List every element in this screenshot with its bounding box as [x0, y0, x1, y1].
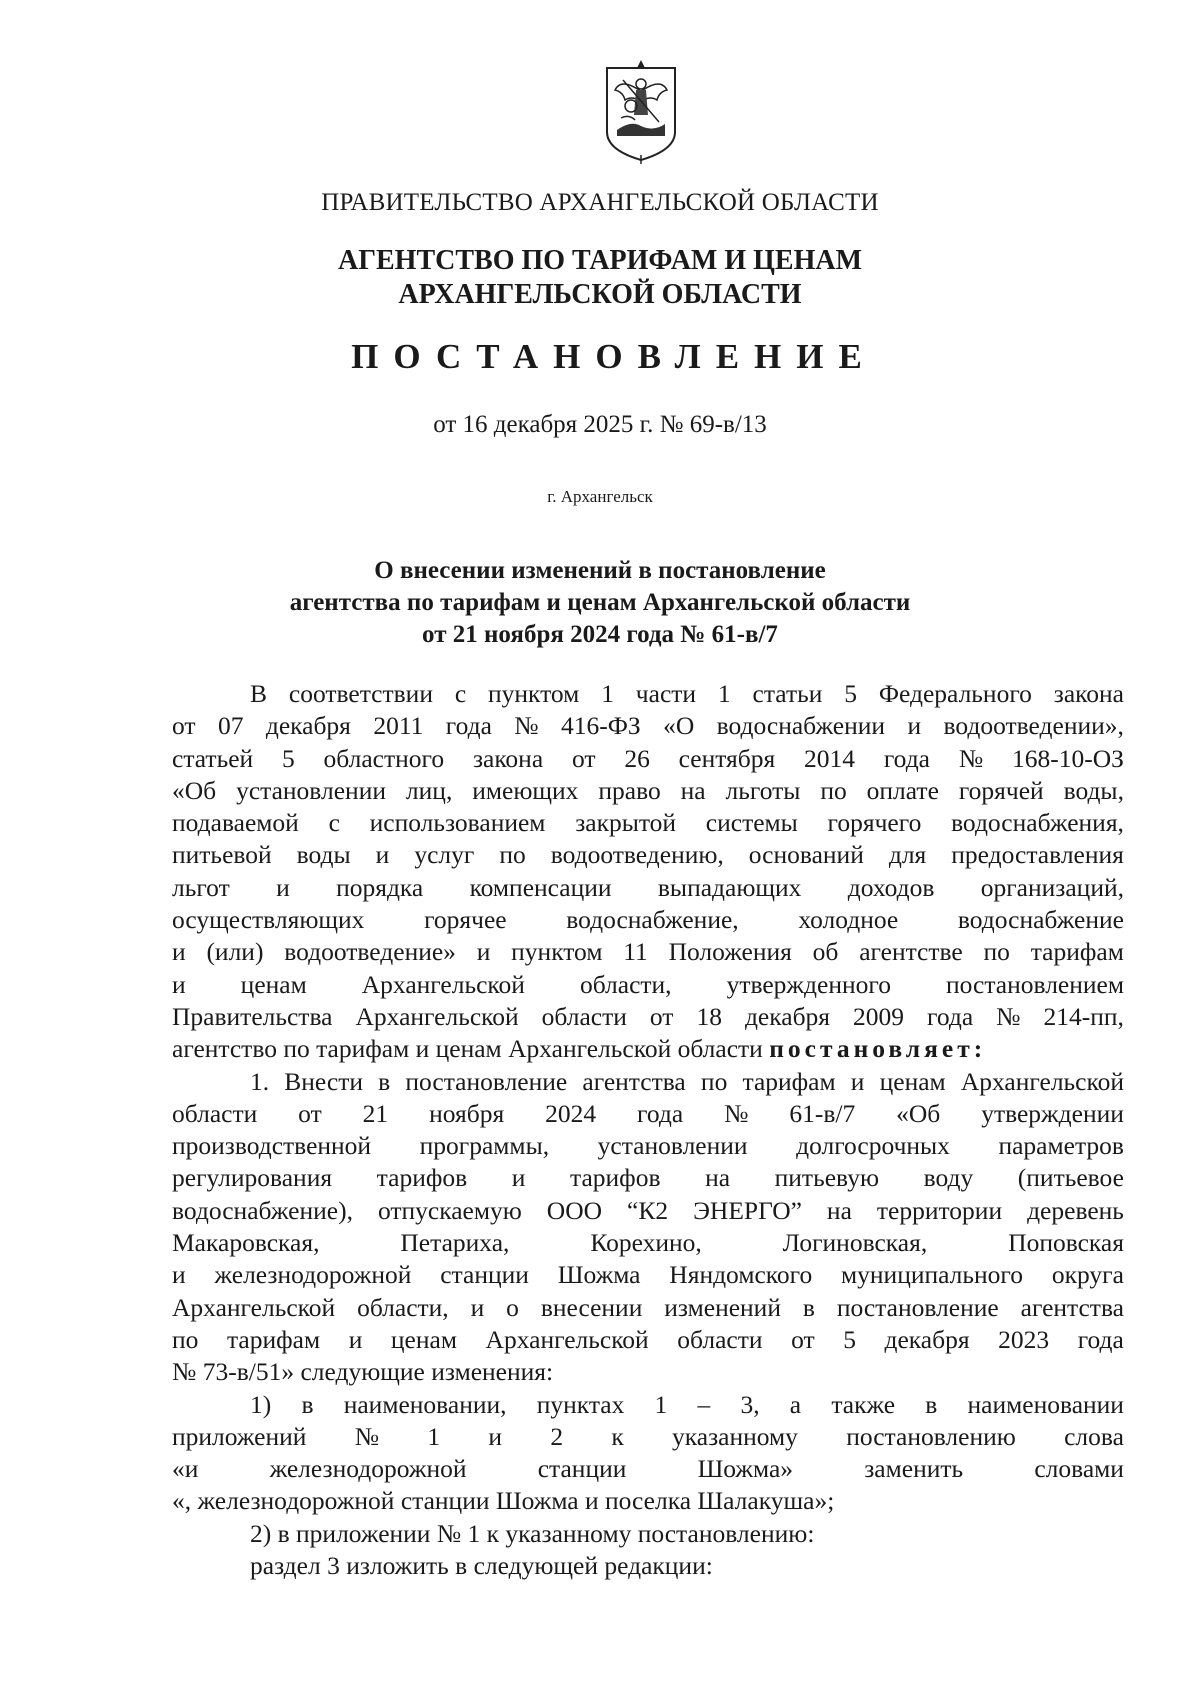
text-line — [172, 969, 1124, 1001]
text-line — [172, 678, 1124, 710]
word: водоснабжение — [957, 905, 1124, 935]
document-city: г. Архангельск — [547, 487, 653, 506]
word: 2011 — [373, 711, 424, 741]
word: декабря — [884, 1324, 970, 1354]
word: территории — [876, 1195, 1003, 1225]
word: водоснабжение, — [566, 905, 739, 935]
word: в — [301, 1389, 314, 1419]
word: соответствии — [288, 679, 433, 708]
word: указанному — [672, 1421, 798, 1451]
word: воду — [923, 1163, 974, 1193]
word: года — [927, 1001, 974, 1031]
word: компенсации — [469, 872, 612, 902]
word: железнодорожной — [269, 1454, 467, 1484]
word: 168-10-ОЗ — [1011, 743, 1124, 773]
text-line — [172, 807, 1124, 839]
text-line — [172, 1389, 1124, 1421]
word: предоставления — [951, 840, 1124, 870]
word: 2009 — [853, 1001, 905, 1031]
text-line — [172, 1227, 1124, 1259]
text-line — [172, 1421, 1124, 1453]
word: ноября — [429, 1098, 505, 1128]
word: ценам — [390, 1324, 457, 1354]
government-title: ПРАВИТЕЛЬСТВО АРХАНГЕЛЬСКОЙ ОБЛАСТИ — [321, 189, 879, 216]
word: – — [697, 1389, 711, 1419]
word: с — [454, 679, 467, 708]
word: холодное — [798, 905, 899, 935]
word: лиц, — [405, 775, 453, 805]
word: 61-в/7 — [789, 1098, 856, 1128]
word: Корехино, — [590, 1228, 702, 1258]
word: и — [276, 872, 290, 902]
word: года — [637, 1098, 684, 1128]
document-date-number: от 16 декабря 2025 г. № 69-в/13 — [433, 411, 767, 438]
word: тарифам — [226, 1324, 321, 1354]
word: областного — [323, 743, 445, 773]
text-line — [172, 1259, 1124, 1291]
word: пунктом — [511, 937, 603, 967]
word: заменить — [864, 1454, 964, 1484]
word: (или) — [206, 937, 264, 967]
subject-line: О внесении изменений в постановление — [374, 557, 826, 584]
word: и — [488, 1421, 503, 1451]
word: ценам — [240, 969, 307, 999]
word: ЭНЕРГО” — [693, 1195, 802, 1225]
text-line — [172, 1130, 1124, 1162]
word: производственной — [172, 1131, 372, 1161]
word: “К2 — [627, 1195, 669, 1225]
word: на — [680, 775, 706, 805]
word: льгот — [172, 872, 230, 902]
word: 21 — [362, 1098, 389, 1128]
text-line — [172, 936, 1124, 968]
word: «О — [663, 711, 695, 741]
agency-title — [0, 244, 1200, 312]
word: доходов — [847, 872, 935, 902]
word: деревень — [1027, 1195, 1124, 1225]
word: питьевой — [172, 840, 272, 870]
word: 2 — [550, 1421, 564, 1451]
word: установлении — [597, 1131, 748, 1161]
text-line — [172, 904, 1124, 936]
word: регулирования — [172, 1163, 333, 1193]
word: осуществляющих — [172, 905, 365, 935]
word: области, — [357, 1292, 449, 1322]
word: года — [883, 743, 930, 773]
word: № — [958, 743, 984, 773]
word: воды, — [1063, 775, 1124, 805]
word: Архангельской — [172, 1292, 336, 1322]
word: водоснабжении — [716, 711, 886, 741]
word: ООО — [546, 1195, 603, 1225]
word: водоотведению, — [550, 840, 724, 870]
document-subject — [0, 555, 1200, 651]
word: 11 — [623, 937, 648, 967]
word: программы, — [419, 1131, 550, 1161]
word: Макаровская, — [172, 1228, 320, 1258]
word: области — [172, 1098, 258, 1128]
word: право — [598, 775, 661, 805]
word: о — [506, 1292, 519, 1322]
word: подаваемой — [172, 808, 299, 838]
word: параметров — [998, 1131, 1124, 1161]
word: 214-пп, — [1043, 1001, 1124, 1031]
word: и — [375, 840, 390, 870]
word: Федерального — [878, 679, 1032, 708]
word: статьей — [172, 743, 254, 773]
text-line — [172, 1195, 1124, 1227]
word: наименовании — [967, 1389, 1124, 1419]
word: долгосрочных — [796, 1131, 950, 1161]
word: агентства — [582, 1066, 686, 1096]
word: постановление — [405, 1066, 568, 1096]
word: 1) — [250, 1389, 272, 1419]
word: оснований — [748, 840, 864, 870]
word: организаций, — [980, 872, 1124, 902]
word: 1 — [427, 1421, 441, 1451]
word: установлении — [236, 775, 386, 805]
word: порядка — [336, 872, 424, 902]
word: сентября — [678, 743, 776, 773]
word: и — [907, 711, 922, 741]
subject-line: агентства по тарифам и ценам Архангельской области — [289, 589, 911, 616]
text-line — [172, 1324, 1124, 1356]
word: утверждении — [981, 1098, 1124, 1128]
word: воды — [296, 840, 351, 870]
text-line — [172, 872, 1124, 904]
word: декабря — [744, 1001, 831, 1031]
word: года — [1077, 1324, 1124, 1354]
text-line — [172, 1098, 1124, 1130]
word: ценам — [879, 1066, 946, 1096]
word: выпадающих — [657, 872, 802, 902]
word: 1 — [717, 679, 731, 708]
word: тарифов — [570, 1163, 661, 1193]
word: Петариха, — [400, 1228, 510, 1258]
word: утвержденного — [726, 969, 891, 999]
word: для — [888, 840, 927, 870]
word: станции — [537, 1454, 627, 1484]
word: Шожма — [557, 1260, 641, 1290]
word: Поповская — [1008, 1228, 1124, 1258]
word: от — [791, 1324, 815, 1354]
word: питьевую — [774, 1163, 879, 1193]
text-line — [172, 1066, 1124, 1098]
word: 18 — [696, 1001, 722, 1031]
word: пунктом — [488, 679, 580, 708]
word: в — [925, 1389, 938, 1419]
word: части — [635, 679, 697, 708]
word: пунктах — [536, 1389, 625, 1419]
word: 1. — [250, 1066, 270, 1096]
word: закона — [1053, 679, 1124, 708]
word: в — [378, 1066, 391, 1096]
word: на — [826, 1195, 852, 1225]
word: постановлению — [846, 1421, 1016, 1451]
word: горячее — [424, 905, 507, 935]
word: тарифам — [1030, 937, 1124, 967]
word: декабря — [265, 711, 351, 741]
word: № — [514, 711, 539, 741]
word: 416-ФЗ — [561, 711, 641, 741]
word: словами — [1034, 1454, 1124, 1484]
word: и — [172, 969, 186, 999]
word: «Об — [172, 775, 217, 805]
text-line — [172, 1453, 1124, 1485]
word: Архангельской — [485, 1324, 649, 1354]
word: 2014 — [804, 743, 856, 773]
word: агентства — [1020, 1292, 1124, 1322]
text-line — [172, 1162, 1124, 1194]
subject-line: от 21 ноября 2024 года № 61-в/7 — [422, 621, 778, 648]
word: статьи — [752, 679, 823, 708]
word: по — [983, 937, 1010, 967]
agency-title-line: АГЕНТСТВО ПО ТАРИФАМ И ЦЕНАМ — [337, 245, 863, 276]
word: горячей — [958, 775, 1044, 805]
resolves-word: постановляет: — [769, 1034, 987, 1064]
word: и — [476, 937, 491, 967]
word: в — [802, 1292, 815, 1322]
word: по — [499, 840, 526, 870]
word: 2024 — [545, 1098, 597, 1128]
word: также — [831, 1389, 896, 1419]
word: тарифов — [376, 1163, 468, 1193]
word: услуг — [414, 840, 475, 870]
text-line — [172, 743, 1124, 775]
text-line-part: агентство по тарифам и ценам Архангельской области — [172, 1034, 763, 1064]
word: Шожма» — [697, 1454, 794, 1484]
word: Внести — [284, 1066, 363, 1096]
word: и — [850, 1066, 865, 1096]
word: по — [820, 775, 847, 805]
word: а — [789, 1389, 802, 1419]
word: и — [470, 1292, 485, 1322]
word: внесении — [540, 1292, 643, 1322]
word: имеющих — [472, 775, 579, 805]
word: водоотведение» — [284, 937, 456, 967]
word: года — [445, 711, 492, 741]
word: отпускаемую — [377, 1195, 522, 1225]
word: области — [541, 1001, 627, 1031]
word: от — [172, 711, 196, 741]
word: 1 — [654, 1389, 668, 1419]
text-line — [172, 1292, 1124, 1324]
text-line — [172, 1033, 1124, 1065]
word: области, — [579, 969, 672, 999]
word: 26 — [624, 743, 650, 773]
word: с — [328, 808, 340, 838]
text-line: «, железнодорожной станции Шожма и поселка Шалакуша»; — [172, 1486, 835, 1516]
word: системы — [705, 808, 798, 838]
word: № — [996, 1001, 1021, 1031]
word: 5 — [844, 679, 857, 708]
word: железнодорожной — [214, 1260, 412, 1290]
word: льготы — [725, 775, 801, 805]
word: области — [677, 1324, 763, 1354]
word: муниципального — [841, 1260, 1024, 1290]
word: об — [812, 937, 839, 967]
word: тарифам — [742, 1066, 836, 1096]
word: закрытой — [575, 808, 677, 838]
word: от — [571, 743, 596, 773]
word: Архангельской — [355, 1001, 519, 1031]
word: от — [649, 1001, 674, 1031]
word: и — [172, 937, 186, 967]
word: № — [724, 1098, 749, 1128]
word: горячего — [827, 808, 922, 838]
word: водоснабжение), — [172, 1195, 353, 1225]
text-line: № 73-в/51» следующие изменения: — [172, 1357, 554, 1387]
word: «и — [172, 1454, 199, 1484]
word: на — [705, 1163, 731, 1193]
text-line: 2) в приложении № 1 к указанному постановлению: — [250, 1518, 815, 1548]
word: постановление — [836, 1292, 999, 1322]
word: использованием — [369, 808, 546, 838]
word: наименовании, — [343, 1389, 507, 1419]
word: 1 — [601, 679, 614, 708]
word: приложений — [172, 1421, 307, 1451]
word: Няндомского — [669, 1260, 813, 1290]
text-line — [172, 775, 1124, 807]
arkhangelsk-coat-of-arms-icon — [601, 60, 681, 165]
word: 5 — [281, 743, 295, 773]
text-line: раздел 3 изложить в следующей редакции: — [250, 1551, 713, 1581]
word: № — [354, 1421, 380, 1451]
word: В — [250, 679, 268, 708]
word: 3, — [740, 1389, 760, 1419]
document-type: ПОСТАНОВЛЕНИЕ — [351, 337, 877, 376]
document-body — [172, 678, 1124, 1582]
word: агентстве — [859, 937, 963, 967]
word: закона — [472, 743, 544, 773]
word: к — [611, 1421, 624, 1451]
word: «Об — [896, 1098, 941, 1128]
word: и — [348, 1324, 363, 1354]
word: 07 — [217, 711, 244, 741]
text-line — [172, 1001, 1124, 1033]
word: и — [511, 1163, 526, 1193]
word: и — [172, 1260, 186, 1290]
word: Логиновская, — [782, 1228, 928, 1258]
word: 5 — [843, 1324, 856, 1354]
word: Архангельской — [960, 1066, 1124, 1096]
word: изменений — [664, 1292, 781, 1322]
word: водоснабжения, — [951, 808, 1124, 838]
word: Правительства — [172, 1001, 333, 1031]
text-line — [172, 710, 1124, 742]
word: (питьевое — [1017, 1163, 1124, 1193]
word: округа — [1051, 1260, 1124, 1290]
word: от — [298, 1098, 322, 1128]
word: станции — [440, 1260, 529, 1290]
word: оплате — [866, 775, 939, 805]
word: Архангельской — [361, 969, 525, 999]
text-line — [172, 839, 1124, 871]
agency-title-line: АРХАНГЕЛЬСКОЙ ОБЛАСТИ — [398, 279, 802, 310]
word: по — [700, 1066, 728, 1096]
word: по — [172, 1324, 199, 1354]
word: водоотведении», — [943, 711, 1124, 741]
word: 2023 — [998, 1324, 1050, 1354]
word: постановлением — [945, 969, 1124, 999]
word: Положения — [668, 937, 792, 967]
word: слова — [1064, 1421, 1124, 1451]
